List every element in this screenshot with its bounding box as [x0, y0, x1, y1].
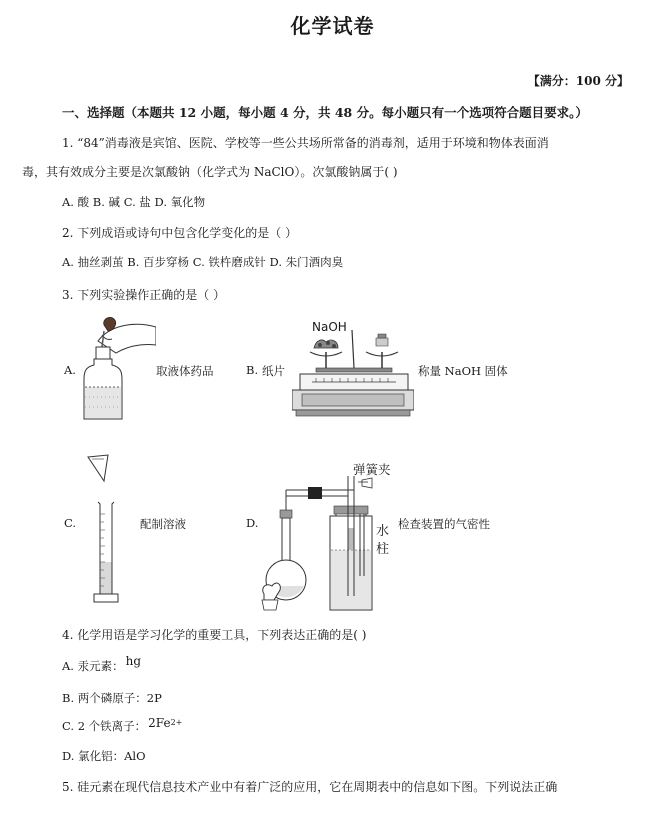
q4-option-b: B. 两个磷原子：2P	[62, 691, 162, 705]
q3-d-clip-label: 弹簧夹	[353, 462, 391, 477]
balance-figure	[292, 330, 414, 420]
q3-b-caption: 称量 NaOH 固体	[418, 364, 508, 378]
q3-d-letter: D.	[246, 516, 259, 530]
q4-option-c-symbol: 2Fe	[148, 716, 171, 730]
q1-line2: 毒，其有效成分主要是次氯酸钠（化学式为 NaClO）。次氯酸钠属于( )	[22, 165, 398, 179]
q3-b-paper-label: 纸片	[262, 364, 285, 378]
q2-stem: 2. 下列成语或诗句中包含化学变化的是（ ）	[62, 226, 298, 240]
q4-stem: 4. 化学用语是学习化学的重要工具，下列表达正确的是( )	[62, 628, 367, 642]
q3-d-water-label-2: 柱	[376, 542, 390, 557]
q3-a-letter: A.	[64, 363, 76, 377]
q1-line1: 1. “84”消毒液是宾馆、医院、学校等一些公共场所常备的消毒剂，适用于环境和物体表面消	[62, 136, 549, 150]
q4-option-c-charge: 2+	[170, 718, 183, 728]
q3-d-water-label-1: 水	[376, 524, 390, 539]
filter-paper-icon	[86, 453, 110, 485]
q4-option-d: D. 氯化铝：AlO	[62, 749, 146, 763]
q1-options: A. 酸 B. 碱 C. 盐 D. 氧化物	[62, 195, 206, 209]
q4-option-a-symbol: hg	[125, 654, 142, 668]
full-score: 【满分：100 分】	[527, 74, 629, 88]
q3-b-naoh-label: NaOH	[312, 320, 347, 334]
q4-option-c-text: C. 2 个铁离子：	[62, 719, 147, 733]
graduated-cylinder-figure	[92, 498, 120, 610]
q3-stem: 3. 下列实验操作正确的是（ ）	[62, 288, 226, 302]
q4-option-a	[62, 654, 142, 674]
q2-options: A. 抽丝剥茧 B. 百步穿杨 C. 铁杵磨成针 D. 朱门酒肉臭	[62, 255, 344, 269]
q3-a-caption: 取液体药品	[156, 364, 214, 378]
airtightness-apparatus-figure	[260, 476, 388, 614]
q4-option-c	[62, 718, 182, 734]
page-title: 化学试卷	[290, 14, 375, 38]
q3-c-letter: C.	[64, 516, 77, 530]
q3-c-caption: 配制溶液	[140, 517, 186, 531]
reagent-bottle-figure	[76, 313, 156, 425]
q5-stem: 5. 硅元素在现代信息技术产业中有着广泛的应用，它在周期表中的信息如下图。下列说法正确	[62, 780, 558, 794]
q4-option-a-text: A. 汞元素：	[62, 659, 124, 673]
q3-d-caption: 检查装置的气密性	[398, 517, 490, 531]
q3-b-letter: B.	[246, 363, 259, 377]
section-heading: 一、选择题（本题共 12 小题，每小题 4 分，共 48 分。每小题只有一个选项符合题目要求。）	[62, 105, 588, 120]
